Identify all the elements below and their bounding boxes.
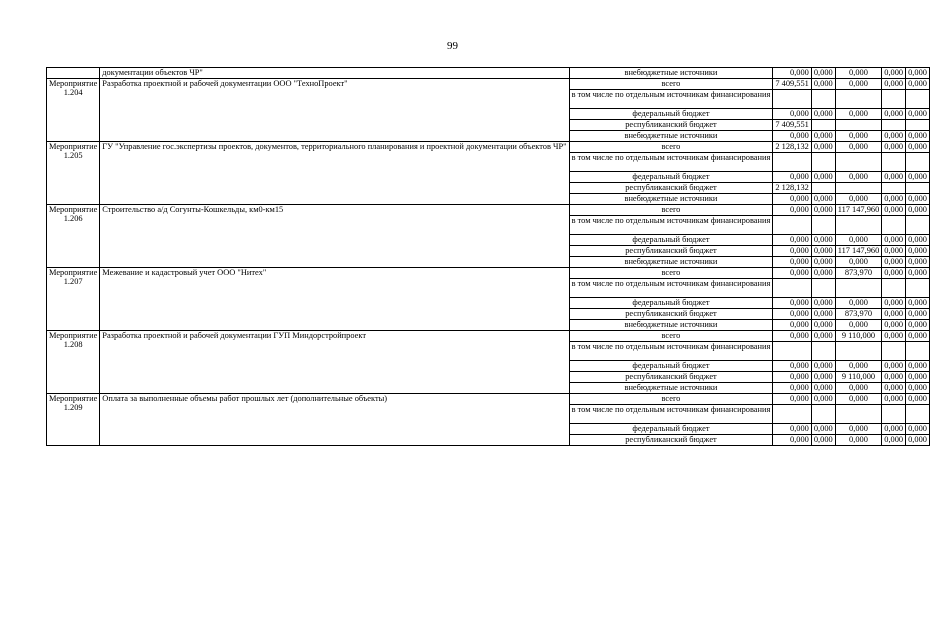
amount-v5 — [906, 405, 930, 424]
amount-v2: 0,000 — [811, 109, 835, 120]
amount-v3: 0,000 — [835, 394, 882, 405]
amount-v1: 0,000 — [773, 372, 812, 383]
event-name: ГУ "Управление гос.экспертизы проектов, документов, территориального планирования и проектной документации объектов ЧР" — [100, 142, 569, 205]
event-name: Разработка проектной и рабочей документации ООО "ТехноПроект" — [100, 79, 569, 142]
amount-v2: 0,000 — [811, 309, 835, 320]
amount-v2: 0,000 — [811, 194, 835, 205]
amount-v3: 0,000 — [835, 194, 882, 205]
amount-v1: 7 409,551 — [773, 79, 812, 90]
amount-v3: 873,970 — [835, 309, 882, 320]
amount-v3 — [835, 183, 882, 194]
amount-v3: 0,000 — [835, 131, 882, 142]
amount-v3: 0,000 — [835, 435, 882, 446]
amount-v1: 2 128,132 — [773, 183, 812, 194]
amount-v4: 0,000 — [882, 194, 906, 205]
amount-v4: 0,000 — [882, 383, 906, 394]
amount-v5: 0,000 — [906, 172, 930, 183]
amount-v2: 0,000 — [811, 142, 835, 153]
amount-v4: 0,000 — [882, 394, 906, 405]
amount-v2: 0,000 — [811, 372, 835, 383]
amount-v3: 0,000 — [835, 320, 882, 331]
amount-v3: 0,000 — [835, 361, 882, 372]
event-label-cell — [47, 68, 100, 79]
funding-source: в том числе по отдельным источникам финансирования — [569, 342, 773, 361]
amount-v1 — [773, 405, 812, 424]
funding-source: в том числе по отдельным источникам финансирования — [569, 405, 773, 424]
amount-v4: 0,000 — [882, 205, 906, 216]
amount-v5: 0,000 — [906, 235, 930, 246]
amount-v4: 0,000 — [882, 109, 906, 120]
amount-v1: 0,000 — [773, 205, 812, 216]
amount-v4: 0,000 — [882, 298, 906, 309]
amount-v2: 0,000 — [811, 298, 835, 309]
funding-source: республиканский бюджет — [569, 246, 773, 257]
amount-v2: 0,000 — [811, 235, 835, 246]
event-name: Межевание и кадастровый учет ООО "Нитех" — [100, 268, 569, 331]
amount-v4: 0,000 — [882, 331, 906, 342]
amount-v4: 0,000 — [882, 235, 906, 246]
amount-v1 — [773, 279, 812, 298]
event-name: Строительство а/д Согунты-Кошкельды, км0-км15 — [100, 205, 569, 268]
amount-v4 — [882, 90, 906, 109]
amount-v2: 0,000 — [811, 394, 835, 405]
amount-v5: 0,000 — [906, 361, 930, 372]
amount-v4 — [882, 153, 906, 172]
table-row — [47, 79, 930, 90]
amount-v2: 0,000 — [811, 320, 835, 331]
amount-v2: 0,000 — [811, 205, 835, 216]
amount-v3: 0,000 — [835, 68, 882, 79]
amount-v4: 0,000 — [882, 435, 906, 446]
amount-v1 — [773, 153, 812, 172]
amount-v1: 0,000 — [773, 394, 812, 405]
amount-v4: 0,000 — [882, 309, 906, 320]
funding-source: всего — [569, 205, 773, 216]
amount-v3: 0,000 — [835, 142, 882, 153]
event-name: документации объектов ЧР" — [100, 68, 569, 79]
amount-v5: 0,000 — [906, 109, 930, 120]
amount-v4: 0,000 — [882, 79, 906, 90]
table-row — [47, 268, 930, 279]
funding-source: внебюджетные источники — [569, 194, 773, 205]
amount-v3: 0,000 — [835, 235, 882, 246]
funding-source: внебюджетные источники — [569, 257, 773, 268]
funding-source: в том числе по отдельным источникам финансирования — [569, 153, 773, 172]
amount-v5: 0,000 — [906, 320, 930, 331]
amount-v5 — [906, 216, 930, 235]
funding-source: федеральный бюджет — [569, 172, 773, 183]
amount-v1 — [773, 90, 812, 109]
funding-source: всего — [569, 268, 773, 279]
amount-v1: 0,000 — [773, 257, 812, 268]
amount-v5 — [906, 279, 930, 298]
amount-v3: 9 110,000 — [835, 331, 882, 342]
amount-v5: 0,000 — [906, 435, 930, 446]
amount-v5: 0,000 — [906, 383, 930, 394]
amount-v4: 0,000 — [882, 361, 906, 372]
amount-v3: 0,000 — [835, 298, 882, 309]
amount-v1: 0,000 — [773, 172, 812, 183]
amount-v1: 0,000 — [773, 268, 812, 279]
amount-v2 — [811, 153, 835, 172]
amount-v2: 0,000 — [811, 331, 835, 342]
amount-v1: 0,000 — [773, 131, 812, 142]
amount-v2: 0,000 — [811, 246, 835, 257]
event-label: Мероприятие 1.207 — [47, 268, 100, 331]
amount-v4: 0,000 — [882, 172, 906, 183]
amount-v4: 0,000 — [882, 424, 906, 435]
amount-v1: 0,000 — [773, 309, 812, 320]
funding-source: внебюджетные источники — [569, 68, 773, 79]
amount-v2: 0,000 — [811, 424, 835, 435]
amount-v5: 0,000 — [906, 298, 930, 309]
table-body — [47, 68, 930, 446]
amount-v4 — [882, 183, 906, 194]
amount-v4: 0,000 — [882, 257, 906, 268]
amount-v3: 9 110,000 — [835, 372, 882, 383]
amount-v3 — [835, 342, 882, 361]
amount-v4 — [882, 216, 906, 235]
amount-v1: 0,000 — [773, 194, 812, 205]
amount-v3 — [835, 120, 882, 131]
amount-v3: 117 147,960 — [835, 205, 882, 216]
funding-source: республиканский бюджет — [569, 309, 773, 320]
amount-v1: 0,000 — [773, 424, 812, 435]
amount-v3 — [835, 153, 882, 172]
table-row — [47, 68, 930, 79]
amount-v4: 0,000 — [882, 131, 906, 142]
amount-v5 — [906, 153, 930, 172]
funding-source: всего — [569, 394, 773, 405]
amount-v1: 0,000 — [773, 298, 812, 309]
amount-v3: 0,000 — [835, 79, 882, 90]
amount-v4: 0,000 — [882, 268, 906, 279]
amount-v1: 0,000 — [773, 68, 812, 79]
amount-v4: 0,000 — [882, 68, 906, 79]
amount-v3: 873,970 — [835, 268, 882, 279]
amount-v2: 0,000 — [811, 79, 835, 90]
amount-v1 — [773, 342, 812, 361]
event-name: Разработка проектной и рабочей документации ГУП Миндорстройпроект — [100, 331, 569, 394]
amount-v2: 0,000 — [811, 172, 835, 183]
amount-v5 — [906, 120, 930, 131]
funding-source: федеральный бюджет — [569, 298, 773, 309]
amount-v3: 117 147,960 — [835, 246, 882, 257]
amount-v4: 0,000 — [882, 246, 906, 257]
event-label: Мероприятие 1.209 — [47, 394, 100, 446]
amount-v2 — [811, 279, 835, 298]
amount-v3: 0,000 — [835, 383, 882, 394]
amount-v5: 0,000 — [906, 194, 930, 205]
amount-v1: 2 128,132 — [773, 142, 812, 153]
funding-source: всего — [569, 331, 773, 342]
amount-v1: 0,000 — [773, 235, 812, 246]
table-row — [47, 205, 930, 216]
budget-table — [46, 67, 930, 446]
event-label: Мероприятие 1.206 — [47, 205, 100, 268]
amount-v4: 0,000 — [882, 142, 906, 153]
event-label: Мероприятие 1.204 — [47, 79, 100, 142]
funding-source: республиканский бюджет — [569, 435, 773, 446]
amount-v4 — [882, 279, 906, 298]
funding-source: всего — [569, 142, 773, 153]
funding-source: в том числе по отдельным источникам финансирования — [569, 216, 773, 235]
amount-v2: 0,000 — [811, 435, 835, 446]
funding-source: всего — [569, 79, 773, 90]
funding-source: федеральный бюджет — [569, 361, 773, 372]
event-label: Мероприятие 1.205 — [47, 142, 100, 205]
amount-v2: 0,000 — [811, 257, 835, 268]
amount-v5: 0,000 — [906, 246, 930, 257]
funding-source: федеральный бюджет — [569, 235, 773, 246]
funding-source: федеральный бюджет — [569, 424, 773, 435]
amount-v3: 0,000 — [835, 257, 882, 268]
amount-v5: 0,000 — [906, 131, 930, 142]
amount-v5: 0,000 — [906, 424, 930, 435]
amount-v5: 0,000 — [906, 68, 930, 79]
amount-v3 — [835, 279, 882, 298]
funding-source: в том числе по отдельным источникам финансирования — [569, 279, 773, 298]
amount-v2: 0,000 — [811, 268, 835, 279]
amount-v1: 0,000 — [773, 361, 812, 372]
amount-v5: 0,000 — [906, 331, 930, 342]
amount-v2 — [811, 216, 835, 235]
amount-v4: 0,000 — [882, 372, 906, 383]
funding-source: в том числе по отдельным источникам финансирования — [569, 90, 773, 109]
amount-v2 — [811, 90, 835, 109]
funding-source: республиканский бюджет — [569, 120, 773, 131]
amount-v1: 0,000 — [773, 246, 812, 257]
amount-v2 — [811, 120, 835, 131]
amount-v3: 0,000 — [835, 424, 882, 435]
amount-v3 — [835, 90, 882, 109]
amount-v2: 0,000 — [811, 361, 835, 372]
amount-v1: 7 409,551 — [773, 120, 812, 131]
amount-v2 — [811, 183, 835, 194]
table-row — [47, 394, 930, 405]
funding-source: федеральный бюджет — [569, 109, 773, 120]
table-row — [47, 142, 930, 153]
page-number: 99 — [447, 40, 458, 52]
amount-v5: 0,000 — [906, 142, 930, 153]
amount-v1: 0,000 — [773, 383, 812, 394]
event-label: Мероприятие 1.208 — [47, 331, 100, 394]
amount-v3: 0,000 — [835, 172, 882, 183]
amount-v2 — [811, 405, 835, 424]
funding-source: внебюджетные источники — [569, 320, 773, 331]
amount-v4 — [882, 405, 906, 424]
amount-v3 — [835, 216, 882, 235]
amount-v4 — [882, 342, 906, 361]
amount-v1 — [773, 216, 812, 235]
amount-v4 — [882, 120, 906, 131]
amount-v5 — [906, 342, 930, 361]
amount-v5: 0,000 — [906, 205, 930, 216]
amount-v3: 0,000 — [835, 109, 882, 120]
amount-v1: 0,000 — [773, 320, 812, 331]
amount-v5: 0,000 — [906, 79, 930, 90]
amount-v1: 0,000 — [773, 331, 812, 342]
amount-v1: 0,000 — [773, 109, 812, 120]
amount-v2: 0,000 — [811, 68, 835, 79]
amount-v5: 0,000 — [906, 268, 930, 279]
funding-source: внебюджетные источники — [569, 131, 773, 142]
event-name: Оплата за выполненные объемы работ прошлых лет (дополнительные объекты) — [100, 394, 569, 446]
amount-v3 — [835, 405, 882, 424]
amount-v5 — [906, 183, 930, 194]
amount-v2: 0,000 — [811, 131, 835, 142]
amount-v4: 0,000 — [882, 320, 906, 331]
funding-source: внебюджетные источники — [569, 383, 773, 394]
amount-v2 — [811, 342, 835, 361]
amount-v1: 0,000 — [773, 435, 812, 446]
amount-v5: 0,000 — [906, 372, 930, 383]
table-row — [47, 331, 930, 342]
amount-v5: 0,000 — [906, 257, 930, 268]
amount-v5: 0,000 — [906, 309, 930, 320]
amount-v5: 0,000 — [906, 394, 930, 405]
funding-source: республиканский бюджет — [569, 372, 773, 383]
funding-source: республиканский бюджет — [569, 183, 773, 194]
amount-v5 — [906, 90, 930, 109]
amount-v2: 0,000 — [811, 383, 835, 394]
